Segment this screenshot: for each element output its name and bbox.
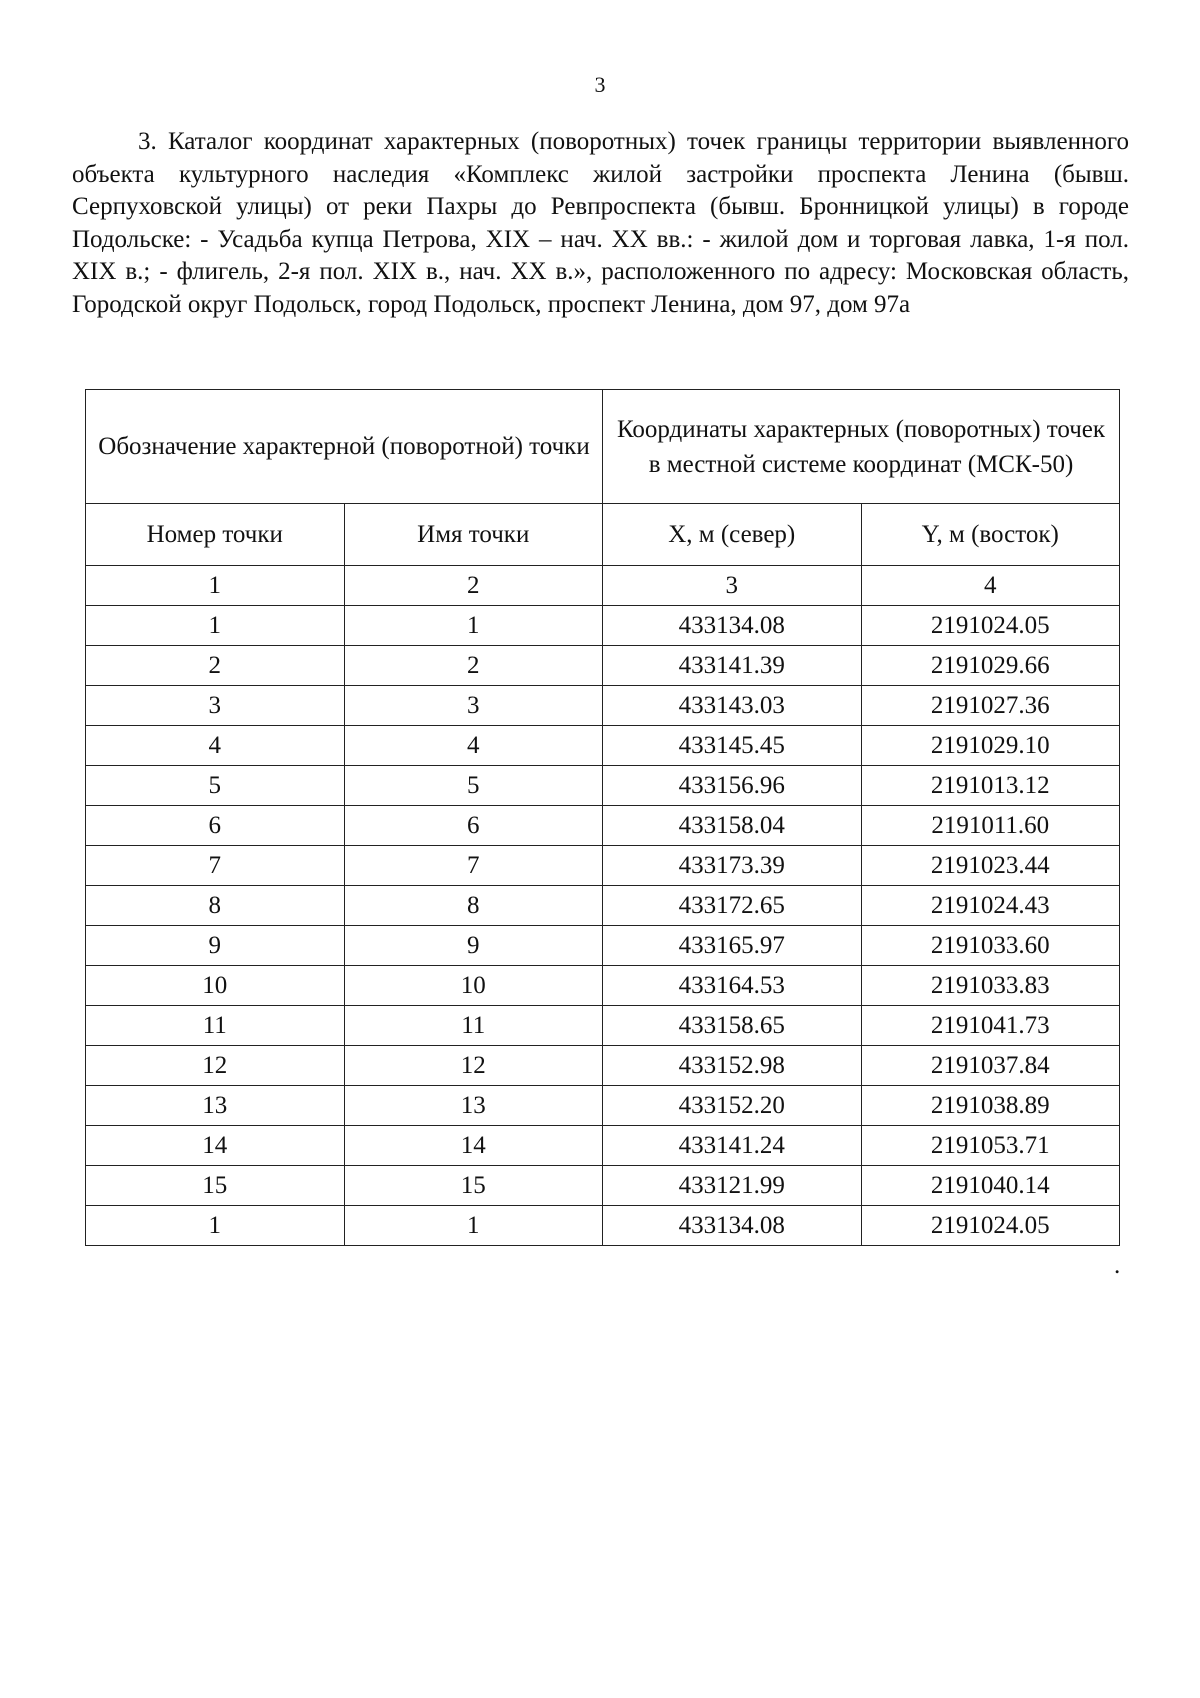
cell-y-east: 2191033.60 bbox=[861, 926, 1120, 966]
cell-x-north: 433143.03 bbox=[603, 686, 862, 726]
cell-x-north: 433152.20 bbox=[603, 1086, 862, 1126]
cell-point-number: 1 bbox=[86, 606, 345, 646]
table-group-header-row bbox=[86, 390, 1120, 504]
cell-x-north: 433173.39 bbox=[603, 846, 862, 886]
table-row bbox=[86, 646, 1120, 686]
cell-point-number: 15 bbox=[86, 1166, 345, 1206]
column-number: 1 bbox=[86, 566, 345, 606]
cell-y-east: 2191011.60 bbox=[861, 806, 1120, 846]
cell-point-number: 10 bbox=[86, 966, 345, 1006]
cell-y-east: 2191033.83 bbox=[861, 966, 1120, 1006]
cell-x-north: 433145.45 bbox=[603, 726, 862, 766]
cell-point-name: 3 bbox=[344, 686, 603, 726]
cell-point-number: 11 bbox=[86, 1006, 345, 1046]
table-row bbox=[86, 1126, 1120, 1166]
cell-point-name: 4 bbox=[344, 726, 603, 766]
cell-point-name: 12 bbox=[344, 1046, 603, 1086]
table-row bbox=[86, 1166, 1120, 1206]
cell-y-east: 2191029.10 bbox=[861, 726, 1120, 766]
cell-point-name: 7 bbox=[344, 846, 603, 886]
cell-x-north: 433158.04 bbox=[603, 806, 862, 846]
table-row bbox=[86, 1046, 1120, 1086]
cell-point-number: 7 bbox=[86, 846, 345, 886]
table-row bbox=[86, 806, 1120, 846]
table-row bbox=[86, 846, 1120, 886]
cell-point-number: 13 bbox=[86, 1086, 345, 1126]
cell-y-east: 2191041.73 bbox=[861, 1006, 1120, 1046]
cell-point-number: 6 bbox=[86, 806, 345, 846]
table-column-number-row bbox=[86, 566, 1120, 606]
cell-y-east: 2191040.14 bbox=[861, 1166, 1120, 1206]
cell-point-name: 13 bbox=[344, 1086, 603, 1126]
cell-y-east: 2191029.66 bbox=[861, 646, 1120, 686]
cell-x-north: 433164.53 bbox=[603, 966, 862, 1006]
cell-point-number: 3 bbox=[86, 686, 345, 726]
page-number: 3 bbox=[594, 72, 606, 97]
table-row bbox=[86, 1206, 1120, 1246]
cell-point-name: 15 bbox=[344, 1166, 603, 1206]
cell-point-number: 2 bbox=[86, 646, 345, 686]
cell-point-number: 9 bbox=[86, 926, 345, 966]
cell-x-north: 433121.99 bbox=[603, 1166, 862, 1206]
cell-x-north: 433134.08 bbox=[603, 606, 862, 646]
trailing-period: . bbox=[1114, 1252, 1121, 1279]
cell-x-north: 433158.65 bbox=[603, 1006, 862, 1046]
table-row bbox=[86, 886, 1120, 926]
column-header-point-name: Имя точки bbox=[344, 504, 603, 566]
cell-point-name: 6 bbox=[344, 806, 603, 846]
cell-y-east: 2191027.36 bbox=[861, 686, 1120, 726]
table-row bbox=[86, 766, 1120, 806]
table-row bbox=[86, 686, 1120, 726]
group-header-point-designation: Обозначение характерной (поворотной) точки bbox=[86, 390, 603, 504]
table-row bbox=[86, 726, 1120, 766]
group-header-coordinates: Координаты характерных (поворотных) точек в местной системе координат (МСК-50) bbox=[603, 390, 1120, 504]
cell-point-name: 14 bbox=[344, 1126, 603, 1166]
cell-y-east: 2191024.05 bbox=[861, 606, 1120, 646]
cell-y-east: 2191024.05 bbox=[861, 1206, 1120, 1246]
cell-x-north: 433165.97 bbox=[603, 926, 862, 966]
cell-point-name: 9 bbox=[344, 926, 603, 966]
cell-point-name: 2 bbox=[344, 646, 603, 686]
cell-x-north: 433141.39 bbox=[603, 646, 862, 686]
cell-y-east: 2191053.71 bbox=[861, 1126, 1120, 1166]
cell-y-east: 2191024.43 bbox=[861, 886, 1120, 926]
cell-x-north: 433156.96 bbox=[603, 766, 862, 806]
cell-x-north: 433141.24 bbox=[603, 1126, 862, 1166]
cell-y-east: 2191023.44 bbox=[861, 846, 1120, 886]
column-number: 2 bbox=[344, 566, 603, 606]
cell-point-name: 5 bbox=[344, 766, 603, 806]
cell-point-name: 1 bbox=[344, 1206, 603, 1246]
cell-y-east: 2191038.89 bbox=[861, 1086, 1120, 1126]
cell-point-name: 8 bbox=[344, 886, 603, 926]
cell-x-north: 433152.98 bbox=[603, 1046, 862, 1086]
cell-point-number: 8 bbox=[86, 886, 345, 926]
cell-y-east: 2191013.12 bbox=[861, 766, 1120, 806]
column-header-y-east: Y, м (восток) bbox=[861, 504, 1120, 566]
cell-point-number: 5 bbox=[86, 766, 345, 806]
cell-point-number: 4 bbox=[86, 726, 345, 766]
table-column-header-row bbox=[86, 504, 1120, 566]
column-header-x-north: X, м (север) bbox=[603, 504, 862, 566]
table-row bbox=[86, 606, 1120, 646]
column-header-point-number: Номер точки bbox=[86, 504, 345, 566]
cell-point-name: 1 bbox=[344, 606, 603, 646]
cell-point-name: 11 bbox=[344, 1006, 603, 1046]
cell-x-north: 433172.65 bbox=[603, 886, 862, 926]
column-number: 4 bbox=[861, 566, 1120, 606]
cell-point-number: 1 bbox=[86, 1206, 345, 1246]
intro-paragraph: 3. Каталог координат характерных (поворотных) точек границы территории выявленного объекта культурного наследия «Комплекс жилой застройки проспекта Ленина (бывш. Серпуховской улицы) от реки Пахры до Ревпроспекта (бывш. Бронницкой улицы) в городе Подольске: - Усадьба купца Петрова, XIX – нач. XX вв.: - жилой дом и торговая лавка, 1-я пол. XIX в.; - флигель, 2-я пол. XIX в., нач. XX в.», расположенного по адресу: Московская область, Городской округ Подольск, город Подольск, проспект Ленина, дом 97, дом 97а bbox=[72, 128, 1129, 318]
cell-x-north: 433134.08 bbox=[603, 1206, 862, 1246]
table-row bbox=[86, 926, 1120, 966]
table-row bbox=[86, 966, 1120, 1006]
table-row bbox=[86, 1086, 1120, 1126]
cell-point-number: 14 bbox=[86, 1126, 345, 1166]
column-number: 3 bbox=[603, 566, 862, 606]
table-row bbox=[86, 1006, 1120, 1046]
cell-point-name: 10 bbox=[344, 966, 603, 1006]
cell-point-number: 12 bbox=[86, 1046, 345, 1086]
coordinates-table bbox=[85, 389, 1120, 1246]
cell-y-east: 2191037.84 bbox=[861, 1046, 1120, 1086]
